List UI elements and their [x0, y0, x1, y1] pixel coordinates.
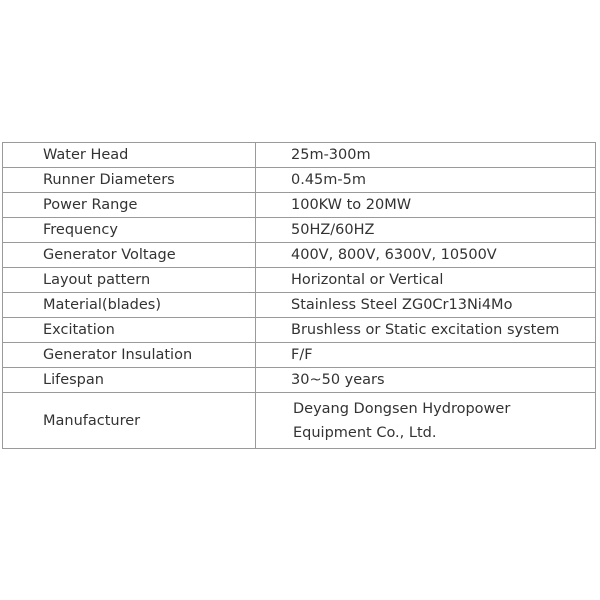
table-row — [3, 318, 596, 343]
spec-label-power-range: Power Range — [3, 193, 256, 218]
spec-value-power-range: 100KW to 20MW — [256, 193, 596, 218]
spec-value-runner-diameters: 0.45m-5m — [256, 168, 596, 193]
spec-value-generator-voltage: 400V, 800V, 6300V, 10500V — [256, 243, 596, 268]
table-row — [3, 343, 596, 368]
spec-value-lifespan: 30~50 years — [256, 368, 596, 393]
table-row — [3, 393, 596, 449]
table-row — [3, 293, 596, 318]
spec-label-frequency: Frequency — [3, 218, 256, 243]
spec-label-generator-voltage: Generator Voltage — [3, 243, 256, 268]
spec-value-material-blades: Stainless Steel ZG0Cr13Ni4Mo — [256, 293, 596, 318]
table-row — [3, 218, 596, 243]
spec-label-water-head: Water Head — [3, 143, 256, 168]
spec-value-water-head: 25m-300m — [256, 143, 596, 168]
spec-value-manufacturer: Deyang Dongsen Hydropower Equipment Co., Ltd. — [256, 393, 596, 449]
spec-label-excitation: Excitation — [3, 318, 256, 343]
table-row — [3, 368, 596, 393]
table-row — [3, 193, 596, 218]
table-row — [3, 168, 596, 193]
spec-value-frequency: 50HZ/60HZ — [256, 218, 596, 243]
spec-value-generator-insulation: F/F — [256, 343, 596, 368]
spec-table — [2, 142, 596, 449]
spec-value-layout-pattern: Horizontal or Vertical — [256, 268, 596, 293]
spec-label-generator-insulation: Generator Insulation — [3, 343, 256, 368]
table-row — [3, 268, 596, 293]
spec-label-lifespan: Lifespan — [3, 368, 256, 393]
table-row — [3, 143, 596, 168]
spec-label-material-blades: Material(blades) — [3, 293, 256, 318]
spec-value-excitation: Brushless or Static excitation system — [256, 318, 596, 343]
spec-label-runner-diameters: Runner Diameters — [3, 168, 256, 193]
spec-label-manufacturer: Manufacturer — [3, 393, 256, 449]
spec-label-layout-pattern: Layout pattern — [3, 268, 256, 293]
table-row — [3, 243, 596, 268]
